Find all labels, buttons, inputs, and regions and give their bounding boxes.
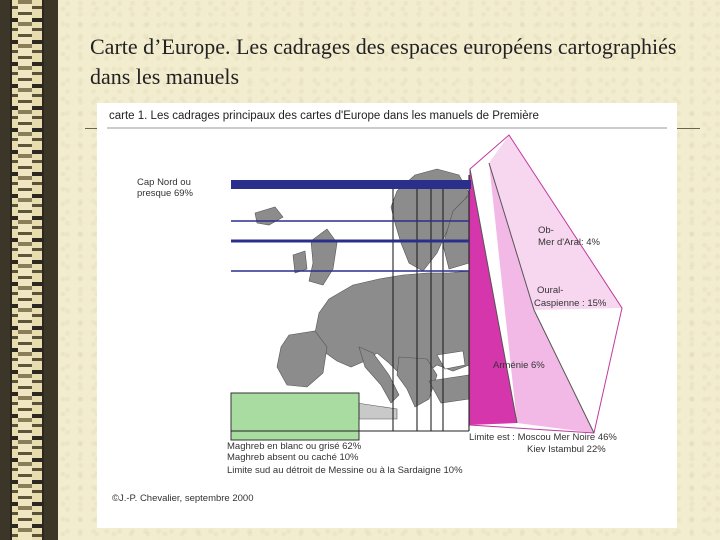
maghreb-box: [231, 393, 359, 440]
cap-nord-band: [231, 180, 471, 189]
map-figure: [97, 103, 677, 528]
title-rule-left: [85, 128, 97, 129]
cap-nord-label-1: Cap Nord ou: [137, 177, 191, 188]
limite-est-label-1: Limite est : Moscou Mer Noire 46%: [469, 432, 617, 443]
cap-nord-label-2: presque 69%: [137, 188, 193, 199]
title-rule-right: [677, 128, 700, 129]
limite-est-label-2: Kiev Istambul 22%: [527, 444, 606, 455]
figure-heading: carte 1. Les cadrages principaux des cartes d'Europe dans les manuels de Première: [109, 110, 539, 122]
europe-landmass: [255, 169, 469, 419]
chain-border-links: [18, 0, 32, 540]
ob-label-1: Ob-: [538, 225, 554, 236]
europe-map-diagram: [97, 103, 677, 528]
oural-label-2: Caspienne : 15%: [534, 298, 607, 309]
decorative-left-border: [0, 0, 58, 540]
slide-title: Carte d’Europe. Les cadrages des espaces européens cartographiés dans les manuels: [90, 34, 677, 89]
figure-credit: ©J.-P. Chevalier, septembre 2000: [112, 493, 254, 504]
oural-label-1: Oural-: [537, 285, 564, 296]
limite-sud-label: Limite sud au détroit de Messine ou à la Sardaigne 10%: [227, 465, 463, 476]
maghreb-label-2: Maghreb absent ou caché 10%: [227, 452, 359, 463]
ob-label-2: Mer d'Aral: 4%: [538, 237, 601, 248]
maghreb-label-1: Maghreb en blanc ou grisé 62%: [227, 441, 362, 452]
armenie-label: Arménie 6%: [493, 360, 545, 371]
